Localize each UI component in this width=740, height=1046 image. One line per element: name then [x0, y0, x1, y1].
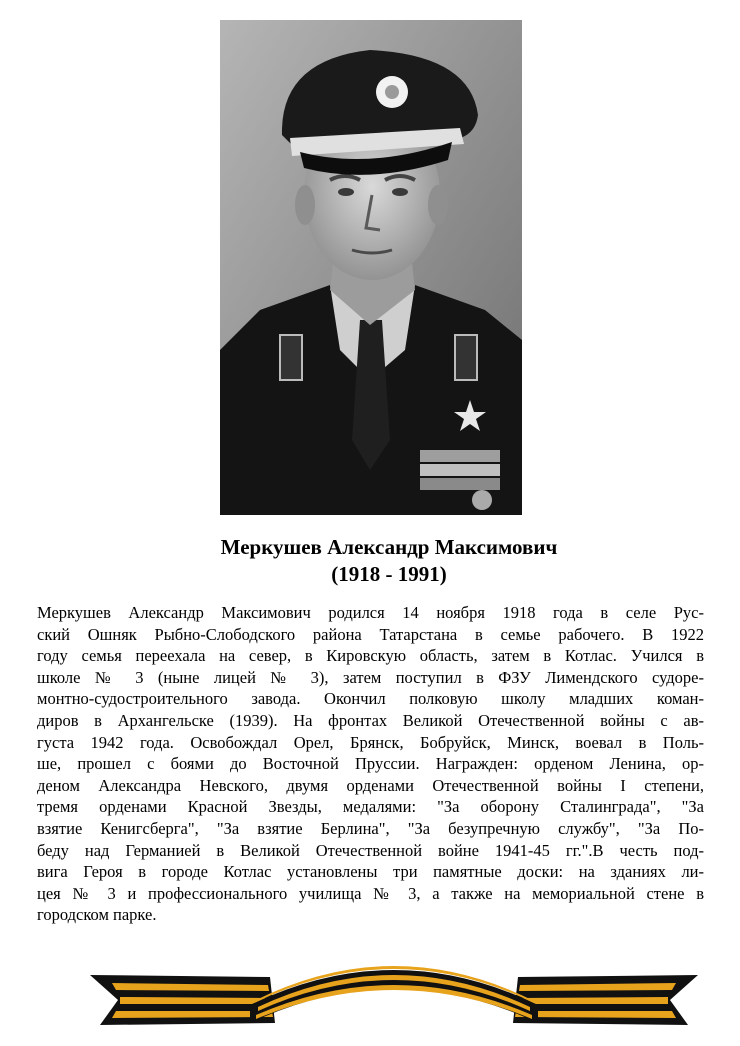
- person-years: (1918 - 1991): [331, 562, 447, 586]
- portrait-illustration: [220, 20, 522, 515]
- biography-text: [37, 602, 704, 926]
- bio-line: ский Ошняк Рыбно-Слободского района Татарстана в семье рабочего. В 1922: [37, 624, 704, 644]
- bio-line: деном Александра Невского, двумя орденами Отечественной войны I степени,: [37, 775, 704, 795]
- bio-line: школе № 3 (ныне лицей № 3), затем поступил в ФЗУ Лимендского судоре-: [37, 667, 704, 687]
- bio-line: цея № 3 и профессионального училища № 3, а также на мемориальной стене в: [37, 883, 704, 903]
- st-george-ribbon-graphic: [90, 945, 698, 1045]
- bio-line: году семья переехала на север, в Кировскую область, затем в Котлас. Учился в: [37, 646, 704, 666]
- bio-line: диров в Архангельске (1939). На фронтах Великой Отечественной войны с ав-: [37, 710, 704, 730]
- bio-line: беду над Германией в Великой Отечественной войне 1941-45 гг.".В честь под-: [37, 840, 704, 860]
- st-george-ribbon: [90, 945, 698, 1045]
- bio-line: Меркушев Александр Максимович родился 14 ноября 1918 года в селе Рус-: [37, 603, 704, 622]
- bio-line: взятие Кенигсберга", "За взятие Берлина", "За безупречную службу", "За По-: [37, 818, 704, 838]
- portrait-photo: [220, 20, 522, 515]
- bio-line: вига Героя в городе Котлас установлены три памятные доски: на зданиях ли-: [37, 862, 704, 882]
- bio-line: монтно-судостроительного завода. Окончил полковую школу младших коман-: [37, 689, 704, 709]
- person-name: Меркушев Александр Максимович: [220, 535, 558, 559]
- bio-line: густа 1942 года. Освобождал Орел, Брянск, Бобруйск, Минск, воевал в Поль-: [37, 732, 704, 752]
- bio-line: ше, прошел с боями до Восточной Пруссии. Награжден: орденом Ленина, ор-: [37, 754, 704, 774]
- bio-line: тремя орденами Красной Звезды, медалями: "За оборону Сталинграда", "За: [37, 797, 704, 817]
- bio-line: городском парке.: [37, 905, 157, 925]
